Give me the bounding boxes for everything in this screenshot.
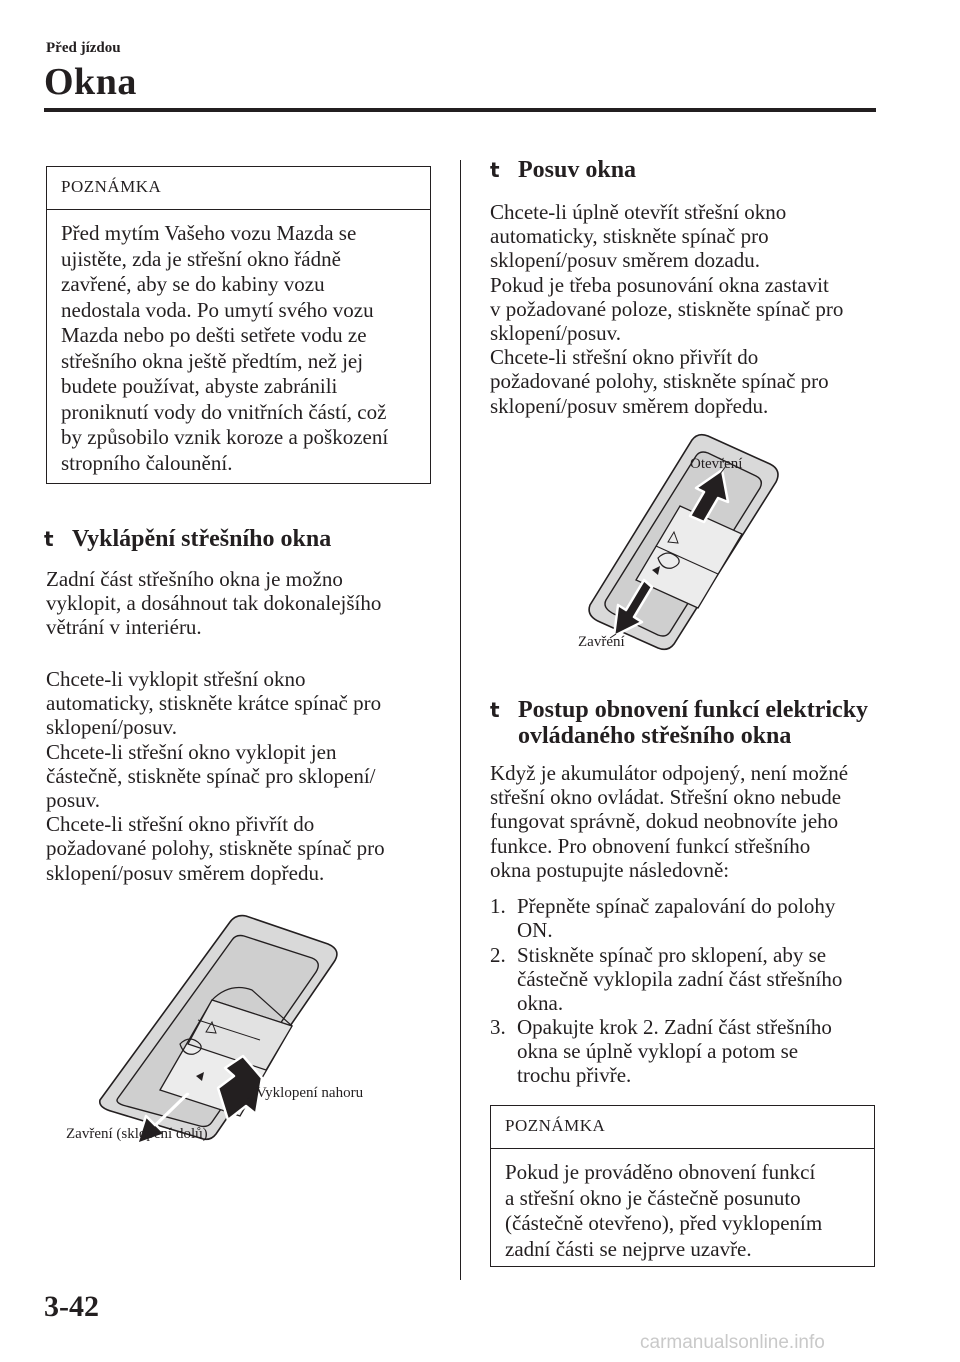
column-divider xyxy=(460,160,461,1280)
note-label: POZNÁMKA xyxy=(491,1106,874,1149)
paragraph xyxy=(46,667,385,885)
text-line: sklopení/posuv. xyxy=(490,321,622,346)
step-number: 2. xyxy=(490,943,506,967)
step-text: Opakujte krok 2. Zadní část střešního xyxy=(517,1015,832,1039)
note-label: POZNÁMKA xyxy=(47,167,430,210)
note-text xyxy=(47,210,430,486)
step-text: Přepněte spínač zapalování do polohy xyxy=(517,894,836,918)
step-text: ON. xyxy=(517,918,553,943)
paragraph xyxy=(490,200,843,418)
step-text: okna se úplně vyklopí a potom se xyxy=(517,1039,799,1064)
section-heading-reset xyxy=(490,697,868,724)
note-line: zavřené, aby se do kabiny vozu xyxy=(61,272,325,296)
text-line: Chcete-li střešní okno vyklopit jen xyxy=(46,739,337,764)
list-item xyxy=(490,1015,832,1088)
note-line: střešního okna ještě předtím, než jej xyxy=(61,348,364,373)
text-line: v požadované poloze, stiskněte spínač pro xyxy=(490,296,844,321)
list-item xyxy=(490,943,842,1016)
section-heading-tilt xyxy=(44,526,331,553)
text-line: sklopení/posuv směrem dopředu. xyxy=(46,860,325,885)
text-line: sklopení/posuv směrem dopředu. xyxy=(490,393,769,418)
text-line: Chcete-li úplně otevřít střešní okno xyxy=(490,200,787,224)
text-line: Pokud je třeba posunování okna zastavit xyxy=(490,272,829,297)
note-line: by způsobilo vznik koroze a poškození xyxy=(61,425,389,449)
section-heading-reset-cont: ovládaného střešního okna xyxy=(518,723,792,749)
section-marker-icon: t xyxy=(490,698,500,722)
note-line: Mazda nebo po dešti setřete vodu ze xyxy=(61,323,367,347)
note-line: (částečně otevřeno), před vyklopením xyxy=(505,1211,823,1235)
text-line: automaticky, stiskněte spínač pro xyxy=(490,224,769,249)
footer-watermark: carmanualsonline.info xyxy=(640,1332,825,1353)
text-line: Zadní část střešního okna je možno xyxy=(46,567,343,591)
step-number: 1. xyxy=(490,894,506,918)
paragraph xyxy=(46,567,381,640)
text-line: požadované polohy, stiskněte spínač pro xyxy=(46,836,385,861)
text-line: Chcete-li střešní okno přivřít do xyxy=(490,345,759,370)
text-line: sklopení/posuv směrem dozadu. xyxy=(490,248,761,273)
step-number: 3. xyxy=(490,1015,506,1039)
note-box xyxy=(490,1105,875,1267)
note-box xyxy=(46,166,431,484)
page-number: 3-42 xyxy=(44,1290,99,1323)
heading-text: Posuv okna xyxy=(518,157,637,183)
step-text: trochu přivře. xyxy=(517,1063,632,1088)
text-line: Když je akumulátor odpojený, není možné xyxy=(490,761,849,785)
text-line: Chcete-li vyklopit střešní okno xyxy=(46,667,306,691)
text-line: Chcete-li střešní okno přivřít do xyxy=(46,812,315,837)
page-title: Okna xyxy=(44,61,137,103)
text-line: fungovat správně, dokud neobnovíte jeho xyxy=(490,809,839,834)
note-text xyxy=(491,1149,874,1272)
text-line: požadované polohy, stiskněte spínač pro xyxy=(490,369,829,394)
note-line: stropního čalounění. xyxy=(61,450,233,475)
text-line: vyklopit, a dosáhnout tak dokonalejšího xyxy=(46,591,382,616)
slide-switch-illustration xyxy=(560,430,810,660)
header-rule xyxy=(44,108,876,112)
note-line: nedostala voda. Po umytí svého vozu xyxy=(61,297,374,322)
heading-text: Postup obnovení funkcí elektricky xyxy=(518,697,869,723)
paragraph xyxy=(490,761,848,882)
text-line: větrání v interiéru. xyxy=(46,615,202,640)
caption-close: Zavření xyxy=(578,634,625,650)
caption-tilt-close: Zavření (sklopení dolů) xyxy=(66,1126,208,1142)
section-label: Před jízdou xyxy=(46,40,121,56)
text-line: funkce. Pro obnovení funkcí střešního xyxy=(490,833,811,858)
caption-tilt-up: Vyklopení nahoru xyxy=(256,1085,364,1101)
text-line: automaticky, stiskněte krátce spínač pro xyxy=(46,691,382,716)
text-line: posuv. xyxy=(46,788,101,813)
note-line: Pokud je prováděno obnovení funkcí xyxy=(505,1160,816,1184)
note-line: ujistěte, zda je střešní okno řádně xyxy=(61,246,341,271)
note-line: budete používat, abyste zabránili xyxy=(61,374,338,398)
text-line: střešní okno ovládat. Střešní okno nebude xyxy=(490,785,842,810)
list-item xyxy=(490,894,835,942)
note-line: zadní části se nejprve uzavře. xyxy=(505,1236,752,1261)
section-heading-slide xyxy=(490,157,636,184)
note-line: a střešní okno je částečně posunuto xyxy=(505,1185,801,1210)
section-marker-icon: t xyxy=(490,158,500,182)
text-line: okna postupujte následovně: xyxy=(490,857,730,882)
step-text: okna. xyxy=(517,991,564,1016)
step-text: částečně vyklopila zadní část střešního xyxy=(517,967,843,992)
step-text: Stiskněte spínač pro sklopení, aby se xyxy=(517,943,827,967)
caption-open: Otevření xyxy=(690,456,743,472)
text-line: částečně, stiskněte spínač pro sklopení/ xyxy=(46,763,376,788)
note-line: Před mytím Vašeho vozu Mazda se xyxy=(61,221,357,245)
heading-text: Vyklápění střešního okna xyxy=(72,526,332,552)
section-marker-icon: t xyxy=(44,527,54,551)
tilt-switch-illustration xyxy=(60,910,405,1155)
note-line: proniknutí vody do vnitřních částí, což xyxy=(61,399,387,424)
text-line: sklopení/posuv. xyxy=(46,715,178,740)
